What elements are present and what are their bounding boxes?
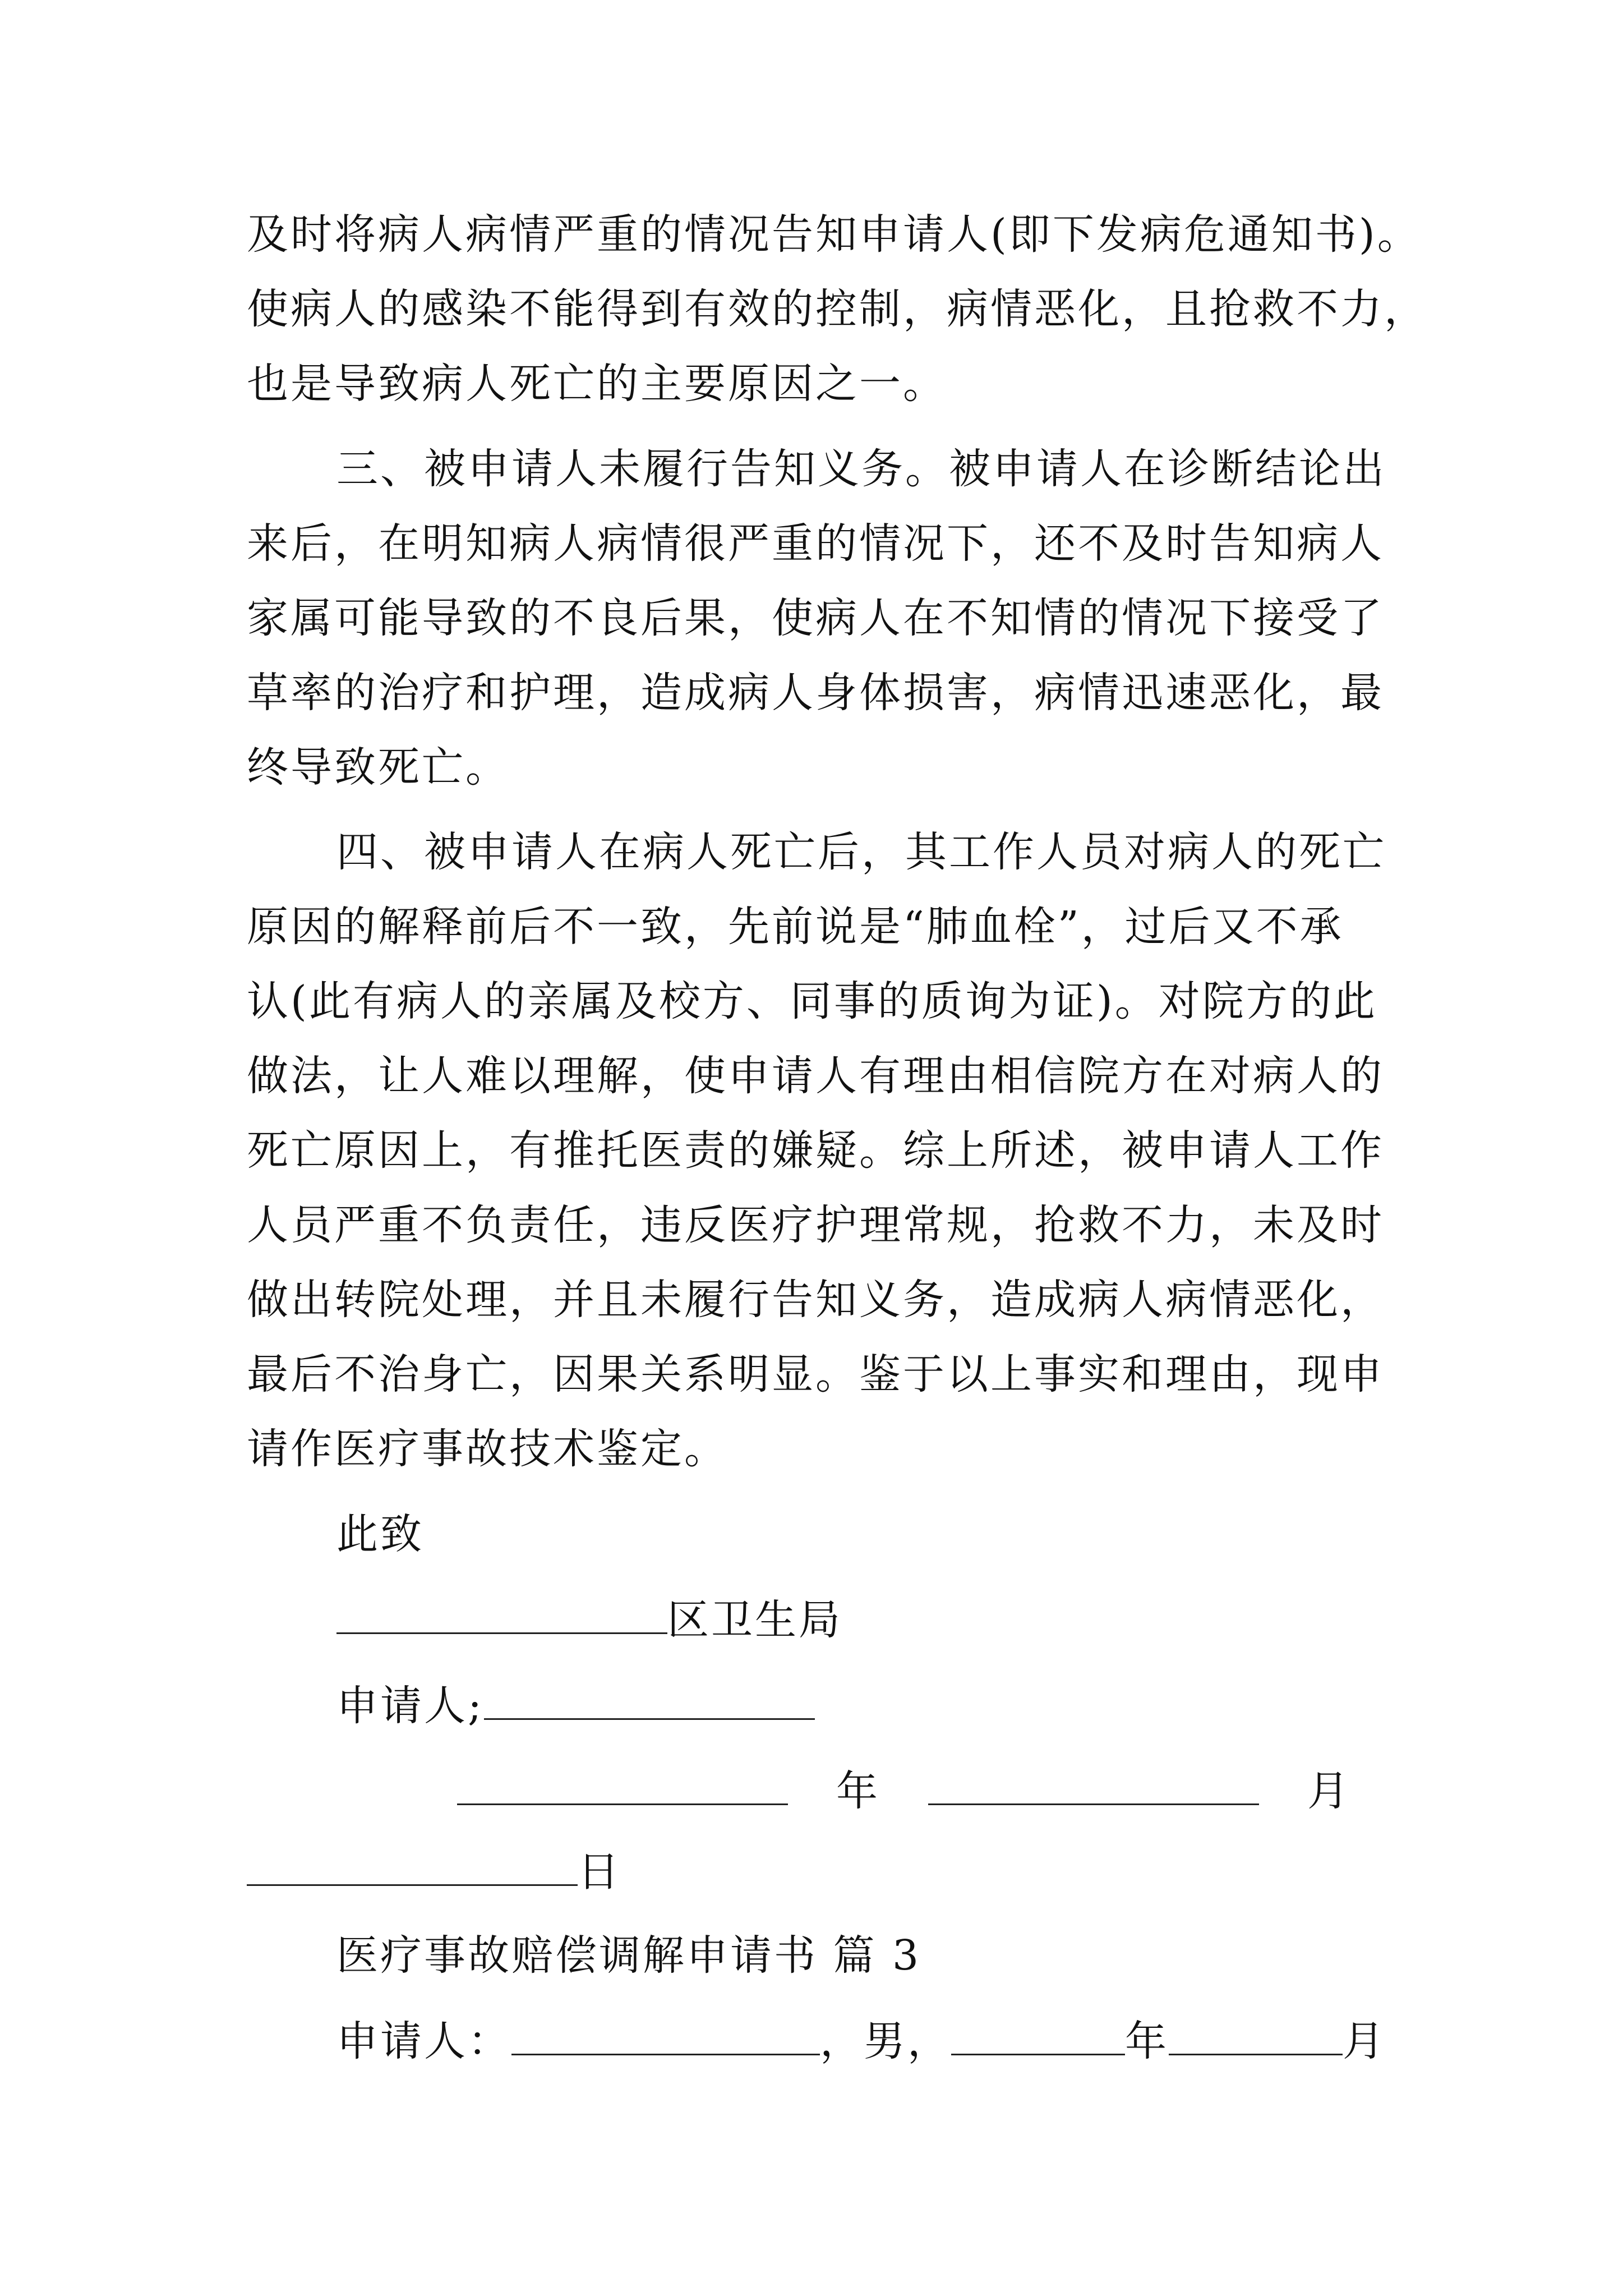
next-applicant-name-blank[interactable] [511,2014,820,2055]
day-line [247,1844,621,1900]
body-line-17: 请作医疗事故技术鉴定。 [247,1425,728,1473]
body-line-9: 四、被申请人在病人死亡后，其工作人员对病人的死亡 [336,828,1386,876]
birth-month-blank[interactable] [1169,2014,1343,2055]
body-line-15: 做出转院处理，并且未履行告知义务，造成病人病情恶化， [247,1276,1384,1324]
birth-month-label: 月 [1343,2017,1386,2065]
next-applicant-line [336,2013,1386,2069]
date-line [457,1763,1399,1819]
birth-year-blank[interactable] [951,2014,1125,2055]
gender-text: ，男， [820,2017,951,2065]
birth-year-label: 年 [1125,2017,1169,2065]
day-blank[interactable] [247,1845,578,1886]
applicant-signature-line [336,1678,815,1734]
applicant-label: 申请人; [336,1682,484,1730]
next-applicant-label: 申请人： [336,2017,511,2065]
month-label: 月 [1307,1767,1351,1815]
body-line-13: 死亡原因上，有推托医责的嫌疑。综上所述，被申请人工作 [247,1126,1384,1175]
body-line-6: 家属可能导致的不良后果，使病人在不知情的情况下接受了 [247,594,1384,642]
year-label: 年 [836,1767,880,1815]
body-line-16: 最后不治身亡，因果关系明显。鉴于以上事实和理由，现申 [247,1350,1384,1398]
body-line-4: 三、被申请人未履行告知义务。被申请人在诊断结论出 [336,445,1386,493]
year-blank[interactable] [457,1764,788,1805]
body-line-8: 终导致死亡。 [247,743,509,792]
body-line-2: 使病人的感染不能得到有效的控制，病情恶化，且抢救不力， [247,285,1428,333]
salutation: 此致 [336,1510,424,1558]
day-label: 日 [578,1848,621,1896]
applicant-signature-blank[interactable] [484,1679,815,1720]
recipient-suffix: 区卫生局 [667,1596,842,1644]
recipient-line [336,1592,842,1648]
body-line-11: 认(此有病人的亲属及校方、同事的质询为证)。对院方的此 [247,977,1377,1025]
section-title: 医疗事故赔偿调解申请书 篇 3 [336,1931,921,1980]
body-line-7: 草率的治疗和护理，造成病人身体损害，病情迅速恶化，最 [247,669,1384,717]
body-line-12: 做法，让人难以理解，使申请人有理由相信院方在对病人的 [247,1052,1384,1100]
month-blank[interactable] [928,1764,1259,1805]
body-line-10: 原因的解释前后不一致，先前说是“肺血栓”，过后又不承 [247,903,1344,951]
body-line-3: 也是导致病人死亡的主要原因之一。 [247,360,947,408]
body-line-5: 来后，在明知病人病情很严重的情况下，还不及时告知病人 [247,519,1384,568]
body-line-14: 人员严重不负责任，违反医疗护理常规，抢救不力，未及时 [247,1201,1384,1249]
recipient-blank[interactable] [336,1593,667,1634]
body-line-1: 及时将病人病情严重的情况告知申请人(即下发病危通知书)。 [247,210,1421,259]
